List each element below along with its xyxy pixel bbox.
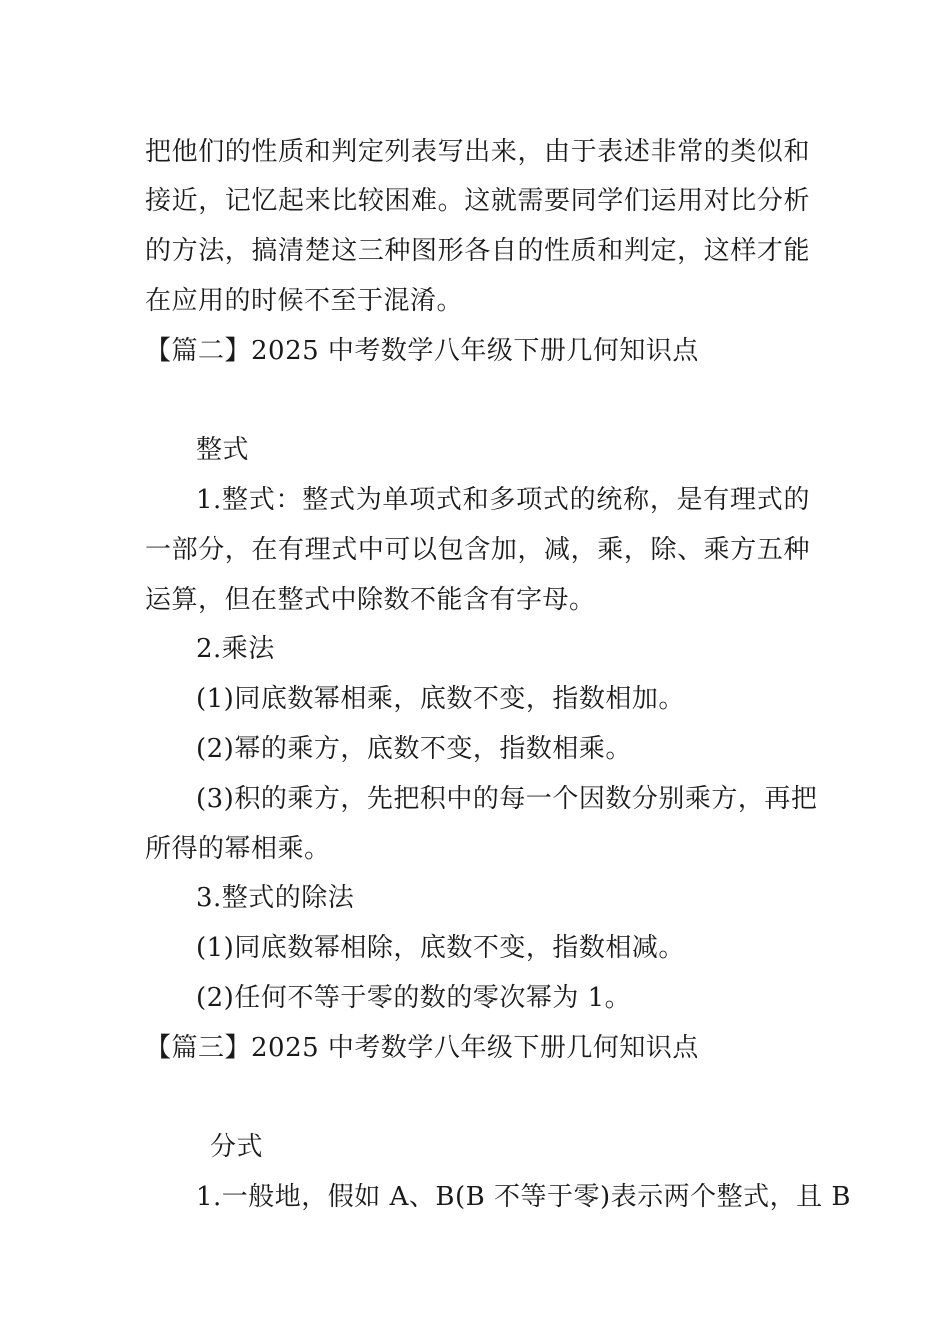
section3-heading: 【篇三】2025 中考数学八年级下册几何知识点 <box>145 1033 699 1063</box>
section2-item2-sub2: (2)幂的乘方，底数不变，指数相乘。 <box>196 734 632 764</box>
section3-item1-line-1: 1.一般地，假如 A、B(B 不等于零)表示两个整式，且 B <box>196 1182 851 1212</box>
section2-item2-title: 2.乘法 <box>196 634 275 664</box>
section2-item3-title: 3.整式的除法 <box>196 883 355 913</box>
section2-heading: 【篇二】2025 中考数学八年级下册几何知识点 <box>145 336 699 366</box>
section3-subtitle: 分式 <box>210 1132 264 1162</box>
section2-item3-sub2: (2)任何不等于零的数的零次幂为 1。 <box>196 983 632 1013</box>
section2-item3-sub1: (1)同底数幂相除，底数不变，指数相减。 <box>196 933 685 963</box>
section2-item1-line-2: 一部分，在有理式中可以包含加，减，乘，除、乘方五种 <box>145 535 810 565</box>
section2-item2-sub1: (1)同底数幂相乘，底数不变，指数相加。 <box>196 684 685 714</box>
section2-item2-sub3-line-1: (3)积的乘方，先把积中的每一个因数分别乘方，再把 <box>196 784 818 814</box>
intro-line-2: 接近，记忆起来比较困难。这就需要同学们运用对比分析 <box>145 186 810 216</box>
section2-item1-line-3: 运算，但在整式中除数不能含有字母。 <box>145 585 596 615</box>
section2-item2-sub3-line-2: 所得的幂相乘。 <box>145 834 331 864</box>
section2-subtitle: 整式 <box>196 435 250 465</box>
intro-line-4: 在应用的时候不至于混淆。 <box>145 286 464 316</box>
intro-line-1: 把他们的性质和判定列表写出来，由于表述非常的类似和 <box>145 137 810 167</box>
section2-item1-line-1: 1.整式：整式为单项式和多项式的统称，是有理式的 <box>196 485 810 515</box>
intro-line-3: 的方法，搞清楚这三种图形各自的性质和判定，这样才能 <box>145 236 810 266</box>
